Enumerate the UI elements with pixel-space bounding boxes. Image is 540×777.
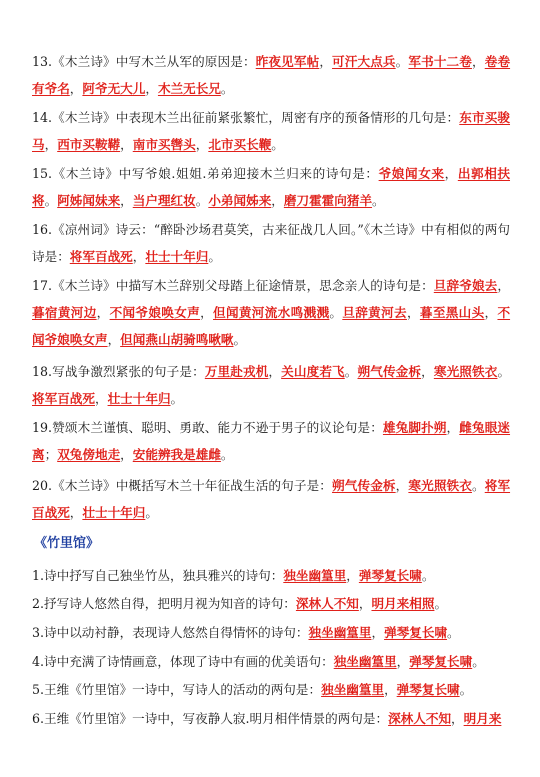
answer-phrase: 但闻黄河流水鸣溅溅 — [213, 305, 330, 320]
answer-phrase: 独坐幽篁里 — [333, 654, 397, 669]
answer-phrase: 独坐幽篁里 — [321, 682, 385, 697]
answer-phrase: 暮宿黄河边 — [32, 305, 97, 320]
question-19: 19.赞颂木兰谨慎、聪明、勇敢、能力不逊于男子的议论句是：雄兔脚扑朔，雌兔眼迷离；双兔傍地走，安能辨我是雄雌。 — [32, 420, 511, 462]
answer-phrase: 暮至黑山头 — [419, 305, 485, 320]
answer-phrase: 将军百战死 — [32, 478, 511, 520]
answer-phrase: 南市买辔头 — [132, 137, 196, 152]
answer-phrase: 雄兔脚扑朔 — [382, 420, 447, 435]
answer-phrase: 北市买长鞭 — [208, 137, 272, 152]
answer-phrase: 将军百战死 — [69, 249, 133, 264]
answer-phrase: 阿姊闻妹来 — [57, 193, 121, 208]
answer-phrase: 旦辞爷娘去 — [433, 278, 498, 293]
answer-phrase: 朔气传金柝 — [357, 364, 422, 379]
answer-phrase: 卷卷有爷名 — [32, 54, 511, 96]
poem-question-3: 3.诗中以动衬静，表现诗人悠然自得情怀的诗句：独坐幽篁里，弹琴复长啸。 — [32, 625, 460, 640]
answer-phrase: 寒光照铁衣 — [408, 478, 472, 493]
answer-phrase: 明月来 — [463, 711, 502, 726]
answer-phrase: 不闻爷娘唤女声 — [32, 305, 511, 347]
answer-phrase: 爷娘闻女来 — [378, 166, 445, 181]
question-14: 14.《木兰诗》中表现木兰出征前紧张繁忙，周密有序的预备情形的几句是：东市买骏马，西市买鞍鞯，南市买辔头，北市买长鞭。 — [32, 110, 511, 152]
answer-phrase: 军书十二卷 — [408, 54, 472, 69]
answer-phrase: 弹琴复长啸 — [409, 654, 473, 669]
answer-phrase: 壮士十年归 — [145, 249, 209, 264]
answer-phrase: 明月来相照 — [371, 596, 435, 611]
question-15: 15.《木兰诗》中写爷娘.姐姐.弟弟迎接木兰归来的诗句是：爷娘闻女来，出郭相扶将。阿姊闻妹来，当户理红妆。小弟闻姊来，磨刀霍霍向猪羊。 — [32, 166, 511, 208]
question-17: 17.《木兰诗》中描写木兰辞别父母踏上征途情景，思念亲人的诗句是：旦辞爷娘去，暮宿黄河边，不闻爷娘唤女声，但闻黄河流水鸣溅溅。旦辞黄河去，暮至黑山头，不闻爷娘唤女声，但闻燕山胡骑鸣啾啾。 — [32, 278, 511, 347]
answer-phrase: 壮士十年归 — [82, 505, 146, 520]
answer-phrase: 朔气传金柝 — [332, 478, 396, 493]
answer-phrase: 独坐幽篁里 — [308, 625, 372, 640]
answer-phrase: 阿爷无大儿 — [82, 81, 146, 96]
poem-question-5: 5.王维《竹里馆》一诗中，写诗人的活动的两句是：独坐幽篁里，弹琴复长啸。 — [32, 682, 473, 697]
answer-phrase: 昨夜见军帖 — [255, 54, 320, 69]
answer-phrase: 双兔傍地走 — [57, 447, 121, 462]
poem-question-6: 6.王维《竹里馆》一诗中，写夜静人寂.明月相伴情景的两句是：深林人不知，明月来 — [32, 711, 502, 726]
answer-phrase: 弹琴复长啸 — [396, 682, 460, 697]
answer-phrase: 深林人不知 — [295, 596, 359, 611]
question-13: 13.《木兰诗》中写木兰从军的原因是：昨夜见军帖，可汗大点兵。军书十二卷，卷卷有爷名，阿爷无大儿，木兰无长兄。 — [32, 54, 511, 96]
answer-phrase: 木兰无长兄 — [157, 81, 221, 96]
section-title: 《竹里馆》 — [34, 536, 100, 551]
answer-phrase: 独坐幽篁里 — [283, 568, 347, 583]
answer-phrase: 安能辨我是雄雌 — [132, 447, 221, 462]
answer-phrase: 小弟闻姊来 — [208, 193, 272, 208]
poem-question-1: 1.诗中抒写自己独坐竹丛，独具雅兴的诗句：独坐幽篁里，弹琴复长啸。 — [32, 568, 435, 583]
answer-phrase: 不闻爷娘唤女声 — [109, 305, 201, 320]
answer-phrase: 寒光照铁衣 — [433, 364, 498, 379]
answer-phrase: 磨刀霍霍向猪羊 — [283, 193, 373, 208]
answer-phrase: 旦辞黄河去 — [342, 305, 407, 320]
answer-phrase: 将军百战死 — [32, 391, 95, 406]
answer-phrase: 弹琴复长啸 — [384, 625, 448, 640]
answer-phrase: 西市买鞍鞯 — [57, 137, 121, 152]
answer-phrase: 但闻燕山胡骑鸣啾啾 — [120, 332, 234, 347]
answer-phrase: 出郭相扶将 — [32, 166, 511, 208]
poem-question-2: 2.抒写诗人悠然自得，把明月视为知音的诗句：深林人不知，明月来相照。 — [32, 596, 448, 611]
answer-phrase: 东市买骏马 — [32, 110, 511, 152]
question-18: 18.写战争激烈紧张的句子是：万里赴戎机，关山度若飞。朔气传金柝，寒光照铁衣。将军百战死，壮士十年归。 — [32, 364, 511, 406]
question-20: 20.《木兰诗》中概括写木兰十年征战生活的句子是：朔气传金柝，寒光照铁衣。将军百战死，壮士十年归。 — [32, 478, 511, 520]
answer-phrase: 当户理红妆 — [132, 193, 196, 208]
answer-phrase: 弹琴复长啸 — [358, 568, 422, 583]
answer-phrase: 雌兔眼迷离 — [32, 420, 511, 462]
answer-phrase: 壮士十年归 — [107, 391, 171, 406]
answer-phrase: 关山度若飞 — [281, 364, 345, 379]
question-16: 16.《凉州词》诗云：“醉卧沙场君莫笑，古来征战几人回。”《木兰诗》中有相似的两句诗是：将军百战死，壮士十年归。 — [32, 222, 510, 264]
poem-question-4: 4.诗中充满了诗情画意，体现了诗中有画的优美语句：独坐幽篁里，弹琴复长啸。 — [32, 654, 485, 669]
answer-phrase: 可汗大点兵 — [332, 54, 396, 69]
answer-phrase: 深林人不知 — [388, 711, 452, 726]
answer-phrase: 万里赴戎机 — [204, 364, 269, 379]
